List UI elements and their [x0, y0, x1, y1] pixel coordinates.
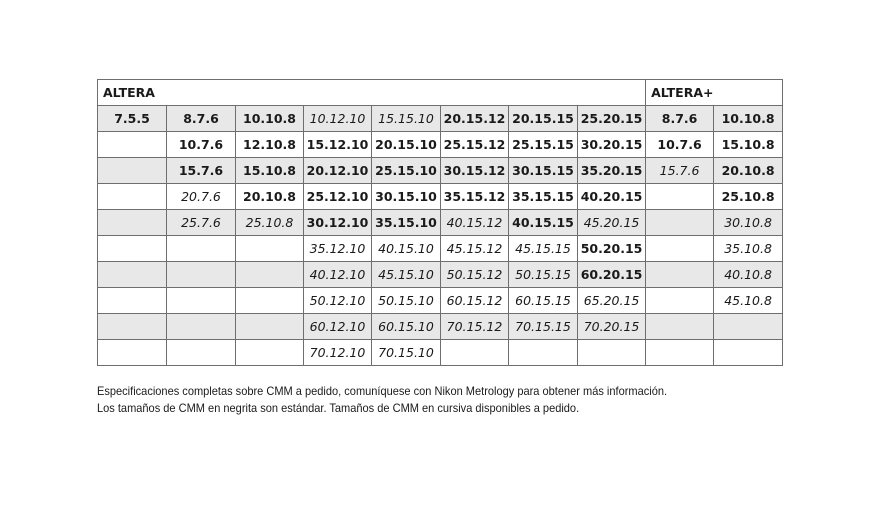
- cmm-size-cell: 50.15.12: [441, 262, 509, 288]
- cmm-size-cell: 10.10.8: [236, 106, 304, 132]
- cmm-size-cell: 50.20.15: [578, 236, 646, 262]
- cmm-size-cell: 20.10.8: [714, 158, 783, 184]
- cmm-size-cell: 40.15.12: [441, 210, 509, 236]
- empty-cell: [236, 340, 304, 366]
- empty-cell: [646, 210, 714, 236]
- cmm-size-cell: 45.20.15: [578, 210, 646, 236]
- cmm-size-cell: 35.15.12: [441, 184, 509, 210]
- empty-cell: [646, 262, 714, 288]
- empty-cell: [98, 288, 167, 314]
- cmm-size-cell: 30.10.8: [714, 210, 783, 236]
- cmm-size-cell: 12.10.8: [236, 132, 304, 158]
- empty-cell: [167, 314, 236, 340]
- cmm-size-cell: 60.15.10: [372, 314, 441, 340]
- empty-cell: [98, 158, 167, 184]
- table-row: [98, 262, 783, 288]
- table-row: [98, 236, 783, 262]
- cmm-size-cell: 70.20.15: [578, 314, 646, 340]
- cmm-size-cell: 20.10.8: [236, 184, 304, 210]
- cmm-size-cell: 30.15.10: [372, 184, 441, 210]
- empty-cell: [98, 236, 167, 262]
- empty-cell: [98, 132, 167, 158]
- table-row: [98, 184, 783, 210]
- table-row: [98, 210, 783, 236]
- empty-cell: [646, 236, 714, 262]
- empty-cell: [98, 184, 167, 210]
- empty-cell: [167, 236, 236, 262]
- cmm-size-cell: 60.12.10: [304, 314, 372, 340]
- cmm-size-cell: 45.15.12: [441, 236, 509, 262]
- cmm-size-cell: 20.15.12: [441, 106, 509, 132]
- empty-cell: [714, 314, 783, 340]
- cmm-size-cell: 45.15.15: [509, 236, 578, 262]
- empty-cell: [167, 262, 236, 288]
- table-row: [98, 314, 783, 340]
- empty-cell: [236, 236, 304, 262]
- group-header-altera: ALTERA: [98, 80, 646, 106]
- empty-cell: [98, 210, 167, 236]
- cmm-size-cell: 30.12.10: [304, 210, 372, 236]
- cmm-size-cell: 60.15.12: [441, 288, 509, 314]
- cmm-size-cell: 15.15.10: [372, 106, 441, 132]
- cmm-size-cell: 15.7.6: [646, 158, 714, 184]
- cmm-size-cell: 15.7.6: [167, 158, 236, 184]
- cmm-size-cell: 70.15.10: [372, 340, 441, 366]
- cmm-size-cell: 25.15.12: [441, 132, 509, 158]
- cmm-size-cell: 40.15.15: [509, 210, 578, 236]
- cmm-size-cell: 60.15.15: [509, 288, 578, 314]
- cmm-size-cell: 65.20.15: [578, 288, 646, 314]
- cmm-size-cell: 8.7.6: [646, 106, 714, 132]
- empty-cell: [646, 288, 714, 314]
- empty-cell: [578, 340, 646, 366]
- cmm-size-cell: 35.15.10: [372, 210, 441, 236]
- empty-cell: [441, 340, 509, 366]
- cmm-size-cell: 60.20.15: [578, 262, 646, 288]
- cmm-size-cell: 30.15.15: [509, 158, 578, 184]
- cmm-size-cell: 15.10.8: [714, 132, 783, 158]
- table-row: [98, 288, 783, 314]
- cmm-size-cell: 15.12.10: [304, 132, 372, 158]
- group-header-row: [98, 80, 783, 106]
- cmm-size-cell: 50.15.10: [372, 288, 441, 314]
- table-row: [98, 158, 783, 184]
- empty-cell: [98, 340, 167, 366]
- footnote-availability: Especificaciones completas sobre CMM a pedido, comuníquese con Nikon Metrology para obtener más información.: [97, 384, 668, 398]
- empty-cell: [509, 340, 578, 366]
- cmm-sizes-table: [97, 79, 783, 366]
- cmm-size-cell: 15.10.8: [236, 158, 304, 184]
- empty-cell: [646, 314, 714, 340]
- cmm-size-cell: 7.5.5: [98, 106, 167, 132]
- empty-cell: [236, 314, 304, 340]
- empty-cell: [714, 340, 783, 366]
- cmm-size-cell: 10.10.8: [714, 106, 783, 132]
- cmm-size-cell: 10.12.10: [304, 106, 372, 132]
- cmm-size-cell: 8.7.6: [167, 106, 236, 132]
- footnote-legend: Los tamaños de CMM en negrita son estándar. Tamaños de CMM en cursiva disponibles a pedido.: [97, 401, 580, 415]
- footnotes: [97, 383, 717, 417]
- cmm-size-cell: 25.12.10: [304, 184, 372, 210]
- cmm-size-cell: 40.20.15: [578, 184, 646, 210]
- cmm-size-cell: 25.7.6: [167, 210, 236, 236]
- cmm-size-cell: 30.20.15: [578, 132, 646, 158]
- empty-cell: [167, 340, 236, 366]
- table-body: [98, 80, 783, 366]
- cmm-size-cell: 20.12.10: [304, 158, 372, 184]
- cmm-size-cell: 25.15.10: [372, 158, 441, 184]
- empty-cell: [98, 262, 167, 288]
- cmm-size-cell: 25.10.8: [236, 210, 304, 236]
- cmm-size-cell: 20.7.6: [167, 184, 236, 210]
- cmm-size-cell: 25.10.8: [714, 184, 783, 210]
- cmm-size-cell: 50.15.15: [509, 262, 578, 288]
- cmm-size-cell: 40.15.10: [372, 236, 441, 262]
- table-row: [98, 340, 783, 366]
- empty-cell: [167, 288, 236, 314]
- cmm-size-cell: 70.15.15: [509, 314, 578, 340]
- cmm-size-cell: 30.15.12: [441, 158, 509, 184]
- cmm-size-cell: 25.20.15: [578, 106, 646, 132]
- cmm-size-cell: 45.15.10: [372, 262, 441, 288]
- cmm-size-cell: 35.12.10: [304, 236, 372, 262]
- cmm-size-cell: 40.10.8: [714, 262, 783, 288]
- cmm-size-cell: 10.7.6: [646, 132, 714, 158]
- group-header-altera-plus: ALTERA+: [646, 80, 783, 106]
- empty-cell: [646, 184, 714, 210]
- cmm-size-cell: 10.7.6: [167, 132, 236, 158]
- cmm-size-cell: 35.15.15: [509, 184, 578, 210]
- cmm-size-cell: 40.12.10: [304, 262, 372, 288]
- empty-cell: [236, 288, 304, 314]
- table-row: [98, 106, 783, 132]
- cmm-size-cell: 50.12.10: [304, 288, 372, 314]
- cmm-size-cell: 25.15.15: [509, 132, 578, 158]
- empty-cell: [236, 262, 304, 288]
- cmm-size-cell: 35.20.15: [578, 158, 646, 184]
- empty-cell: [646, 340, 714, 366]
- cmm-size-cell: 20.15.15: [509, 106, 578, 132]
- cmm-size-cell: 20.15.10: [372, 132, 441, 158]
- table-row: [98, 132, 783, 158]
- cmm-size-cell: 45.10.8: [714, 288, 783, 314]
- cmm-size-cell: 70.15.12: [441, 314, 509, 340]
- cmm-size-cell: 35.10.8: [714, 236, 783, 262]
- empty-cell: [98, 314, 167, 340]
- cmm-size-cell: 70.12.10: [304, 340, 372, 366]
